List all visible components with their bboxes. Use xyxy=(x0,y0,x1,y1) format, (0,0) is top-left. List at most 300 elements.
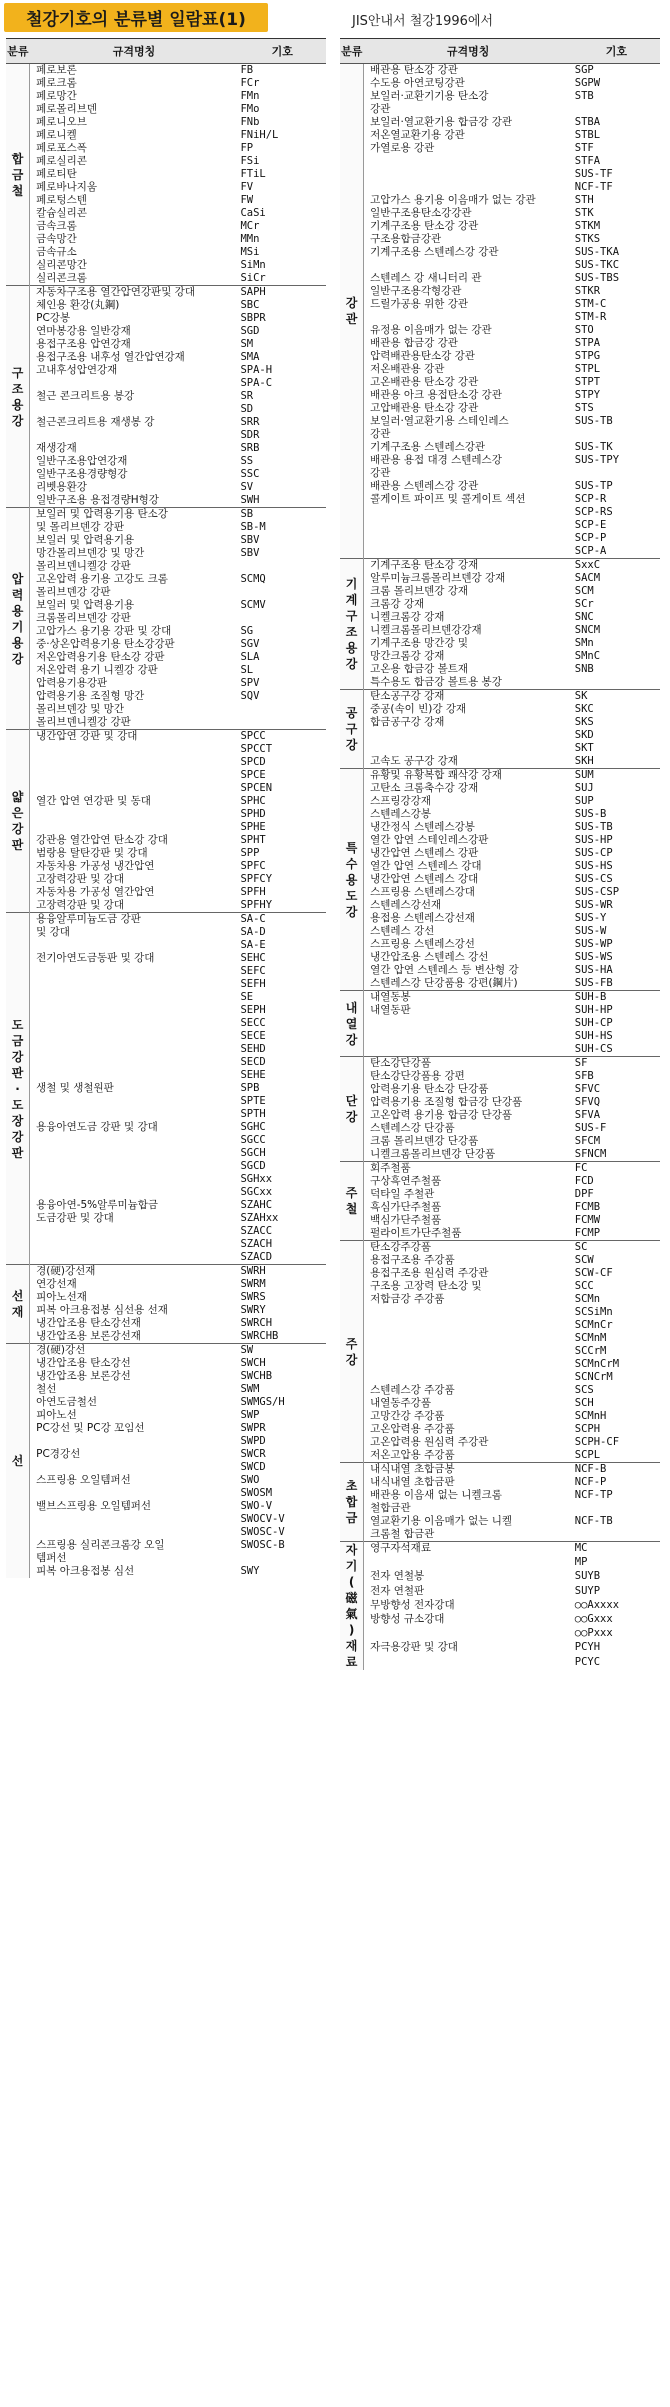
spec-name: 스텐레스강 주강품 xyxy=(370,1384,455,1396)
spec-name: 재생강재 xyxy=(36,442,77,454)
spec-name: 도금강판 및 강대 xyxy=(36,1212,114,1224)
table-row xyxy=(6,1461,326,1474)
spec-name: 체인용 환강(丸鋼) xyxy=(36,299,120,311)
spec-code: SWRCH xyxy=(240,1317,273,1329)
spec-name: 고온압력 용기용 고강도 크롬 xyxy=(36,573,168,585)
spec-name: 망간크롬강 강재 xyxy=(370,650,445,662)
spec-name: 저온압력 용기 니켈강 강판 xyxy=(36,664,158,676)
spec-code: SCMQ xyxy=(240,573,266,585)
category-cell: 특 수 용 도 강 xyxy=(340,769,364,991)
table-row xyxy=(6,1500,326,1513)
spec-code xyxy=(238,716,326,730)
spec-name: 니켈크롬몰리브덴강강재 xyxy=(370,624,482,636)
spec-name: 보일러·열교환기용 스테인레스 xyxy=(370,415,509,427)
spec-code: SPA-C xyxy=(240,377,273,389)
table-row xyxy=(6,77,326,90)
table-row xyxy=(6,834,326,847)
spec-name: 템퍼선 xyxy=(36,1552,67,1564)
spec-name: 및 강대 xyxy=(36,926,70,938)
table-row xyxy=(340,559,660,573)
spec-code: SUS-B xyxy=(574,808,607,820)
spec-code: SUS-HS xyxy=(574,860,613,872)
spec-code: SUS-FB xyxy=(574,977,613,989)
table-row xyxy=(340,1017,660,1030)
table-row xyxy=(6,716,326,730)
spec-code: SWH xyxy=(240,494,260,506)
category-cell: 합 금 철 xyxy=(6,64,30,286)
spec-name: 연마봉강용 일반강재 xyxy=(36,325,131,337)
spec-code: SA-E xyxy=(240,939,266,951)
spec-name: 페로크롬 xyxy=(36,77,77,89)
spec-code: SUH-B xyxy=(573,991,660,1005)
table-row xyxy=(340,834,660,847)
spec-code: SKH xyxy=(574,755,594,767)
table-row xyxy=(340,1188,660,1201)
spec-name: 고압가스 용기용 이음매가 없는 강관 xyxy=(370,194,536,206)
spec-code: SM xyxy=(240,338,254,350)
spec-name: 알루미늄크롬몰리브덴강 강재 xyxy=(370,572,506,584)
table-row xyxy=(340,506,660,519)
table-row xyxy=(6,90,326,103)
category-cell: 구 조 용 강 xyxy=(6,286,30,508)
spec-name: 고온용 합금강 볼트재 xyxy=(370,663,469,675)
spec-name: 압력용기용강판 xyxy=(36,677,108,689)
spec-code: SCP-A xyxy=(574,545,607,557)
spec-name: 스프링용 스텐레스강대 xyxy=(370,886,475,898)
spec-code: SPFC xyxy=(240,860,266,872)
spec-name: 페로보론 xyxy=(30,64,239,78)
table-row xyxy=(340,650,660,663)
spec-name xyxy=(364,1319,573,1332)
spec-code: SD xyxy=(240,403,254,415)
spec-code: SPHD xyxy=(240,808,266,820)
table-row xyxy=(6,1121,326,1134)
category-cell: 자 기 ( 磁 氣 ) 재 료 xyxy=(340,1542,364,1671)
spec-name: 용융아연-5%알루미늄합금 xyxy=(36,1199,159,1211)
spec-name: 고온압력 용기용 합금강 단강품 xyxy=(370,1109,512,1121)
table-row xyxy=(6,913,326,927)
spec-name: 무방향성 전자강대 xyxy=(370,1598,455,1611)
spec-name xyxy=(30,1513,239,1526)
spec-name: 고압배관용 탄소강 강관 xyxy=(370,402,479,414)
spec-name: 내열동주강품 xyxy=(370,1397,431,1409)
table-row xyxy=(6,1278,326,1291)
spec-name: 기계구조용 탄소강 강재 xyxy=(364,559,573,573)
table-row xyxy=(6,1487,326,1500)
spec-code: MSi xyxy=(240,246,260,258)
spec-name: 강관 xyxy=(370,467,391,479)
table-row xyxy=(6,1225,326,1238)
spec-code: MP xyxy=(574,1556,588,1569)
table-row xyxy=(6,743,326,756)
spec-name xyxy=(364,1017,573,1030)
spec-name: 영구자석재료 xyxy=(364,1542,573,1557)
spec-name: 특수용도 합금강 볼트용 봉강 xyxy=(370,676,502,688)
spec-name: 회주철품 xyxy=(364,1162,573,1176)
spec-name: 페로망간 xyxy=(36,90,77,102)
table-row xyxy=(340,1267,660,1280)
spec-code: SUYB xyxy=(574,1570,601,1583)
spec-code xyxy=(238,560,326,573)
spec-name xyxy=(30,756,239,769)
spec-name: PC강봉 xyxy=(36,312,71,324)
spec-name: 스프링용 실리콘크롬강 오일 xyxy=(36,1539,165,1551)
spec-code xyxy=(573,428,660,441)
spec-code: SW xyxy=(238,1344,326,1358)
spec-code: NCF-TP xyxy=(574,1489,613,1501)
spec-code: SPHE xyxy=(240,821,266,833)
category-cell: 주 강 xyxy=(340,1241,364,1463)
spec-name xyxy=(30,1461,239,1474)
table-row xyxy=(340,1528,660,1542)
spec-name xyxy=(364,545,573,559)
table-row xyxy=(6,272,326,286)
spec-code: SG xyxy=(240,625,254,637)
spec-code: STPL xyxy=(574,363,601,375)
spec-code: ○○Axxxx xyxy=(574,1598,620,1611)
category-cell: 얇 은 강 판 xyxy=(6,730,30,913)
spec-name: 니켈크롬강 강재 xyxy=(370,611,445,623)
spec-name: 용융아연도금 강판 및 강대 xyxy=(36,1121,158,1133)
spec-name xyxy=(30,1487,239,1500)
spec-code: FMn xyxy=(240,90,260,102)
table-row xyxy=(340,1030,660,1043)
spec-code: SDR xyxy=(240,429,260,441)
spec-name xyxy=(364,1043,573,1057)
spec-name: 냉간정식 스텐레스강봉 xyxy=(370,821,475,833)
spec-code: FCMW xyxy=(574,1214,601,1226)
spec-code: SGP xyxy=(573,64,660,78)
spec-name: 냉간압조용 탄소강선재 xyxy=(36,1317,141,1329)
spec-name: 방향성 규소강대 xyxy=(370,1613,445,1626)
spec-name: PC경강선 xyxy=(36,1448,81,1460)
spec-code: SUS-F xyxy=(574,1122,607,1134)
table-row xyxy=(340,207,660,220)
table-row xyxy=(6,259,326,272)
spec-code: SUS-TPY xyxy=(574,454,620,466)
spec-name xyxy=(364,1371,573,1384)
spec-code: SUYP xyxy=(574,1584,601,1597)
spec-name: 탄소강단강품 xyxy=(364,1057,573,1071)
spec-name: 용접구조용 압연강재 xyxy=(36,338,131,350)
spec-name xyxy=(364,1306,573,1319)
spec-code: SWRY xyxy=(240,1304,266,1316)
table-row xyxy=(6,1082,326,1095)
table-row xyxy=(340,964,660,977)
spec-name: 보일러 및 압력용기용 탄소강 xyxy=(30,508,239,522)
spec-code: SRR xyxy=(240,416,260,428)
spec-code: SPFCY xyxy=(240,873,273,885)
table-row xyxy=(340,1293,660,1306)
table-row xyxy=(6,1435,326,1448)
spec-code: SCPH-CF xyxy=(574,1436,620,1448)
spec-name xyxy=(364,1030,573,1043)
table-row xyxy=(6,442,326,455)
spec-code: SUS-TF xyxy=(574,168,613,180)
spec-name: 중·상온압력용기용 탄소강강판 xyxy=(36,638,175,650)
spec-code: SSC xyxy=(240,468,260,480)
table-row xyxy=(6,821,326,834)
spec-name: 전자 연철판 xyxy=(370,1584,425,1597)
spec-name: 저합금강 주강품 xyxy=(370,1293,445,1305)
spec-code: SPV xyxy=(240,677,260,689)
spec-code: SCP-R xyxy=(574,493,607,505)
table-row xyxy=(340,1109,660,1122)
spec-code: CaSi xyxy=(240,207,266,219)
spec-code: SECD xyxy=(240,1056,266,1068)
spec-name: 크롬몰리브덴강 강판 xyxy=(36,612,131,624)
spec-code: SCr xyxy=(574,598,594,610)
spec-code: SCMnH xyxy=(574,1410,607,1422)
spec-name xyxy=(30,1435,239,1448)
spec-name xyxy=(30,1134,239,1147)
spec-name: 고탄소 크롬축수강 강재 xyxy=(370,782,479,794)
spec-name: 흑심가단주철품 xyxy=(370,1201,442,1213)
table-row xyxy=(340,925,660,938)
spec-name xyxy=(364,259,573,272)
table-row xyxy=(340,938,660,951)
table-row xyxy=(340,155,660,168)
spec-name: 피아노선재 xyxy=(36,1291,87,1303)
category-cell: 내 열 강 xyxy=(340,991,364,1057)
spec-name: 자동차용 가공성 냉간압연 xyxy=(36,860,155,872)
spec-code: SCMnM xyxy=(574,1332,607,1344)
spec-code: SKS xyxy=(574,716,594,728)
table-row xyxy=(6,599,326,612)
spec-name: 보일러 및 압력용기용 xyxy=(36,599,135,611)
category-cell: 선 xyxy=(6,1344,30,1579)
spec-code: SS xyxy=(240,455,254,467)
spec-code: SGCD xyxy=(240,1160,266,1172)
table-row xyxy=(340,519,660,532)
spec-code: SCC xyxy=(574,1280,594,1292)
spec-code: STFA xyxy=(574,155,601,167)
spec-name xyxy=(30,1147,239,1160)
table-row xyxy=(340,1096,660,1109)
spec-name: 실리콘망간 xyxy=(36,259,87,271)
table-row xyxy=(6,1357,326,1370)
spec-code: SFVA xyxy=(574,1109,601,1121)
spec-name: 열간 압연 스텐레스 강대 xyxy=(370,860,482,872)
spec-name: 고망간강 주강품 xyxy=(370,1410,445,1422)
table-row xyxy=(340,337,660,350)
table-row xyxy=(340,611,660,624)
spec-name: 몰리브덴니켈강 강판 xyxy=(36,716,131,728)
spec-code: STPA xyxy=(574,337,601,349)
spec-name: 몰리브덴강 및 망간 xyxy=(36,703,124,715)
table-row xyxy=(6,155,326,168)
spec-name: 냉간압연 강판 및 강대 xyxy=(30,730,239,744)
spec-code: SUM xyxy=(573,769,660,783)
table-row xyxy=(340,690,660,704)
spec-name: 생철 및 생철원판 xyxy=(36,1082,114,1094)
table-row xyxy=(340,991,660,1005)
spec-name: 금속크롬 xyxy=(36,220,77,232)
spec-code: SWRCHB xyxy=(240,1330,279,1342)
table-row xyxy=(340,467,660,480)
spec-code: SNC xyxy=(574,611,594,623)
table-row xyxy=(6,1317,326,1330)
spec-name xyxy=(30,1004,239,1017)
table-row xyxy=(340,1641,660,1655)
spec-code: SMnC xyxy=(574,650,601,662)
table-row xyxy=(6,521,326,534)
table-row xyxy=(340,624,660,637)
spec-name xyxy=(30,429,239,442)
spec-name: PC강선 및 PC강 꼬임선 xyxy=(36,1422,145,1434)
table-row xyxy=(6,1448,326,1461)
page-subtitle: JIS안내서 철강1996에서 xyxy=(352,14,494,29)
spec-code: SWPD xyxy=(240,1435,266,1447)
spec-name: 백심가단주철품 xyxy=(370,1214,442,1226)
spec-name: 페로티탄 xyxy=(36,168,77,180)
table-row xyxy=(340,454,660,467)
table-row xyxy=(6,1199,326,1212)
table-row xyxy=(6,312,326,325)
spec-name: 배관용 용접 대경 스텐레스강 xyxy=(370,454,502,466)
spec-code: SUS-TP xyxy=(574,480,613,492)
spec-code: STB xyxy=(574,90,594,102)
table-row xyxy=(6,233,326,246)
spec-name: 아연도금철선 xyxy=(36,1396,97,1408)
table-row xyxy=(6,168,326,181)
table-row xyxy=(340,1463,660,1477)
table-row xyxy=(6,429,326,442)
spec-name xyxy=(364,742,573,755)
table-row xyxy=(6,1134,326,1147)
table-row xyxy=(340,259,660,272)
spec-name: 스프링강강재 xyxy=(370,795,431,807)
table-row xyxy=(6,651,326,664)
spec-name xyxy=(364,1345,573,1358)
spec-code: FW xyxy=(240,194,254,206)
spec-name: 배관용 스텐레스강 강관 xyxy=(370,480,479,492)
spec-name xyxy=(364,1627,573,1641)
table-row xyxy=(340,637,660,650)
table-row xyxy=(340,1542,660,1557)
spec-code: SQV xyxy=(240,690,260,702)
table-row xyxy=(6,1095,326,1108)
spec-name: 경(硬)강선 xyxy=(30,1344,239,1358)
spec-name: 기계구조용 망간강 및 xyxy=(370,637,469,649)
table-row xyxy=(340,90,660,103)
table-row xyxy=(340,1371,660,1384)
table-row xyxy=(340,1585,660,1599)
spec-code: SUS-TB xyxy=(574,821,613,833)
spec-code: SGHxx xyxy=(240,1173,273,1185)
table-row xyxy=(6,847,326,860)
right-table-body xyxy=(340,64,660,1671)
spec-code: SGD xyxy=(240,325,260,337)
spec-code: SUS-Y xyxy=(574,912,607,924)
table-row xyxy=(340,493,660,506)
spec-code: SK xyxy=(573,690,660,704)
table-row xyxy=(6,1526,326,1539)
table-row xyxy=(6,508,326,522)
table-row xyxy=(6,1265,326,1279)
spec-code: SUS-TK xyxy=(574,441,613,453)
spec-code: FCMP xyxy=(574,1227,601,1239)
spec-name: 크롬철 합금관 xyxy=(370,1528,435,1540)
spec-code: SGCH xyxy=(240,1147,266,1159)
spec-name xyxy=(30,1251,239,1265)
spec-code: SGCC xyxy=(240,1134,266,1146)
table-row xyxy=(6,194,326,207)
table-row xyxy=(340,1148,660,1162)
table-row xyxy=(6,1030,326,1043)
spec-name: 스텐레스 강 새니터리 관 xyxy=(370,272,482,284)
table-row xyxy=(340,1436,660,1449)
spec-name: 압력용기용 탄소강 단강품 xyxy=(370,1083,489,1095)
spec-code: SUS-TKC xyxy=(574,259,620,271)
table-row xyxy=(6,1513,326,1526)
spec-name: 고내후성압연강재 xyxy=(36,364,118,376)
spec-name: 페로몰리브덴 xyxy=(36,103,97,115)
spec-code: SPFHY xyxy=(240,899,273,911)
spec-name: 칼슘실리콘 xyxy=(36,207,87,219)
table-row xyxy=(340,703,660,716)
spec-name: 중공(속이 빈)강 강재 xyxy=(370,703,467,715)
spec-name: 고온압력용 주강품 xyxy=(370,1423,455,1435)
spec-code: STF xyxy=(574,142,594,154)
category-cell: 도 금 강 판 · 도 장 강 판 xyxy=(6,913,30,1265)
spec-code xyxy=(238,586,326,599)
spec-name xyxy=(364,1332,573,1345)
spec-code: SKD xyxy=(574,729,594,741)
table-row xyxy=(340,1423,660,1436)
spec-name xyxy=(30,991,239,1004)
spec-name xyxy=(30,769,239,782)
spec-name: 페로바나지움 xyxy=(36,181,97,193)
table-row xyxy=(340,350,660,363)
spec-code: STBL xyxy=(574,129,601,141)
spec-name: 보일러·열교환기용 합금강 강관 xyxy=(370,116,512,128)
spec-code: SPCE xyxy=(240,769,266,781)
spec-name: 가열로용 강관 xyxy=(370,142,435,154)
spec-name: 구조용합금강관 xyxy=(370,233,442,245)
spec-name: 스프링용 오일템퍼선 xyxy=(36,1474,131,1486)
spec-name xyxy=(30,377,239,390)
spec-code: NCF-TF xyxy=(574,181,613,193)
spec-name: 스텐레스강봉 xyxy=(370,808,431,820)
spec-name: 스텐레스 강선 xyxy=(370,925,435,937)
table-row xyxy=(6,638,326,651)
table-row xyxy=(6,468,326,481)
spec-code xyxy=(573,1502,660,1515)
table-row xyxy=(6,64,326,78)
spec-name: 열간 압연 스텐레스 등 변산형 강 xyxy=(370,964,519,976)
spec-name: 냉간압연 스텐레스 강대 xyxy=(370,873,479,885)
table-row xyxy=(6,1396,326,1409)
table-row xyxy=(340,1227,660,1241)
spec-name: 철선 xyxy=(36,1383,57,1395)
table-row xyxy=(340,716,660,729)
spec-name: 배관용 탄소강 강관 xyxy=(364,64,573,78)
spec-name xyxy=(364,1358,573,1371)
spec-name xyxy=(364,1656,573,1670)
spec-code: SECC xyxy=(240,1017,266,1029)
table-row xyxy=(340,142,660,155)
table-row xyxy=(340,194,660,207)
spec-name: 저온열교환기용 강관 xyxy=(370,129,465,141)
table-row xyxy=(6,1069,326,1082)
spec-code: FSi xyxy=(240,155,260,167)
spec-name: 밸브스프링용 오일템퍼선 xyxy=(36,1500,152,1512)
table-row xyxy=(6,873,326,886)
spec-code: SCW xyxy=(574,1254,594,1266)
spec-code: SCCrM xyxy=(574,1345,607,1357)
spec-name xyxy=(364,729,573,742)
